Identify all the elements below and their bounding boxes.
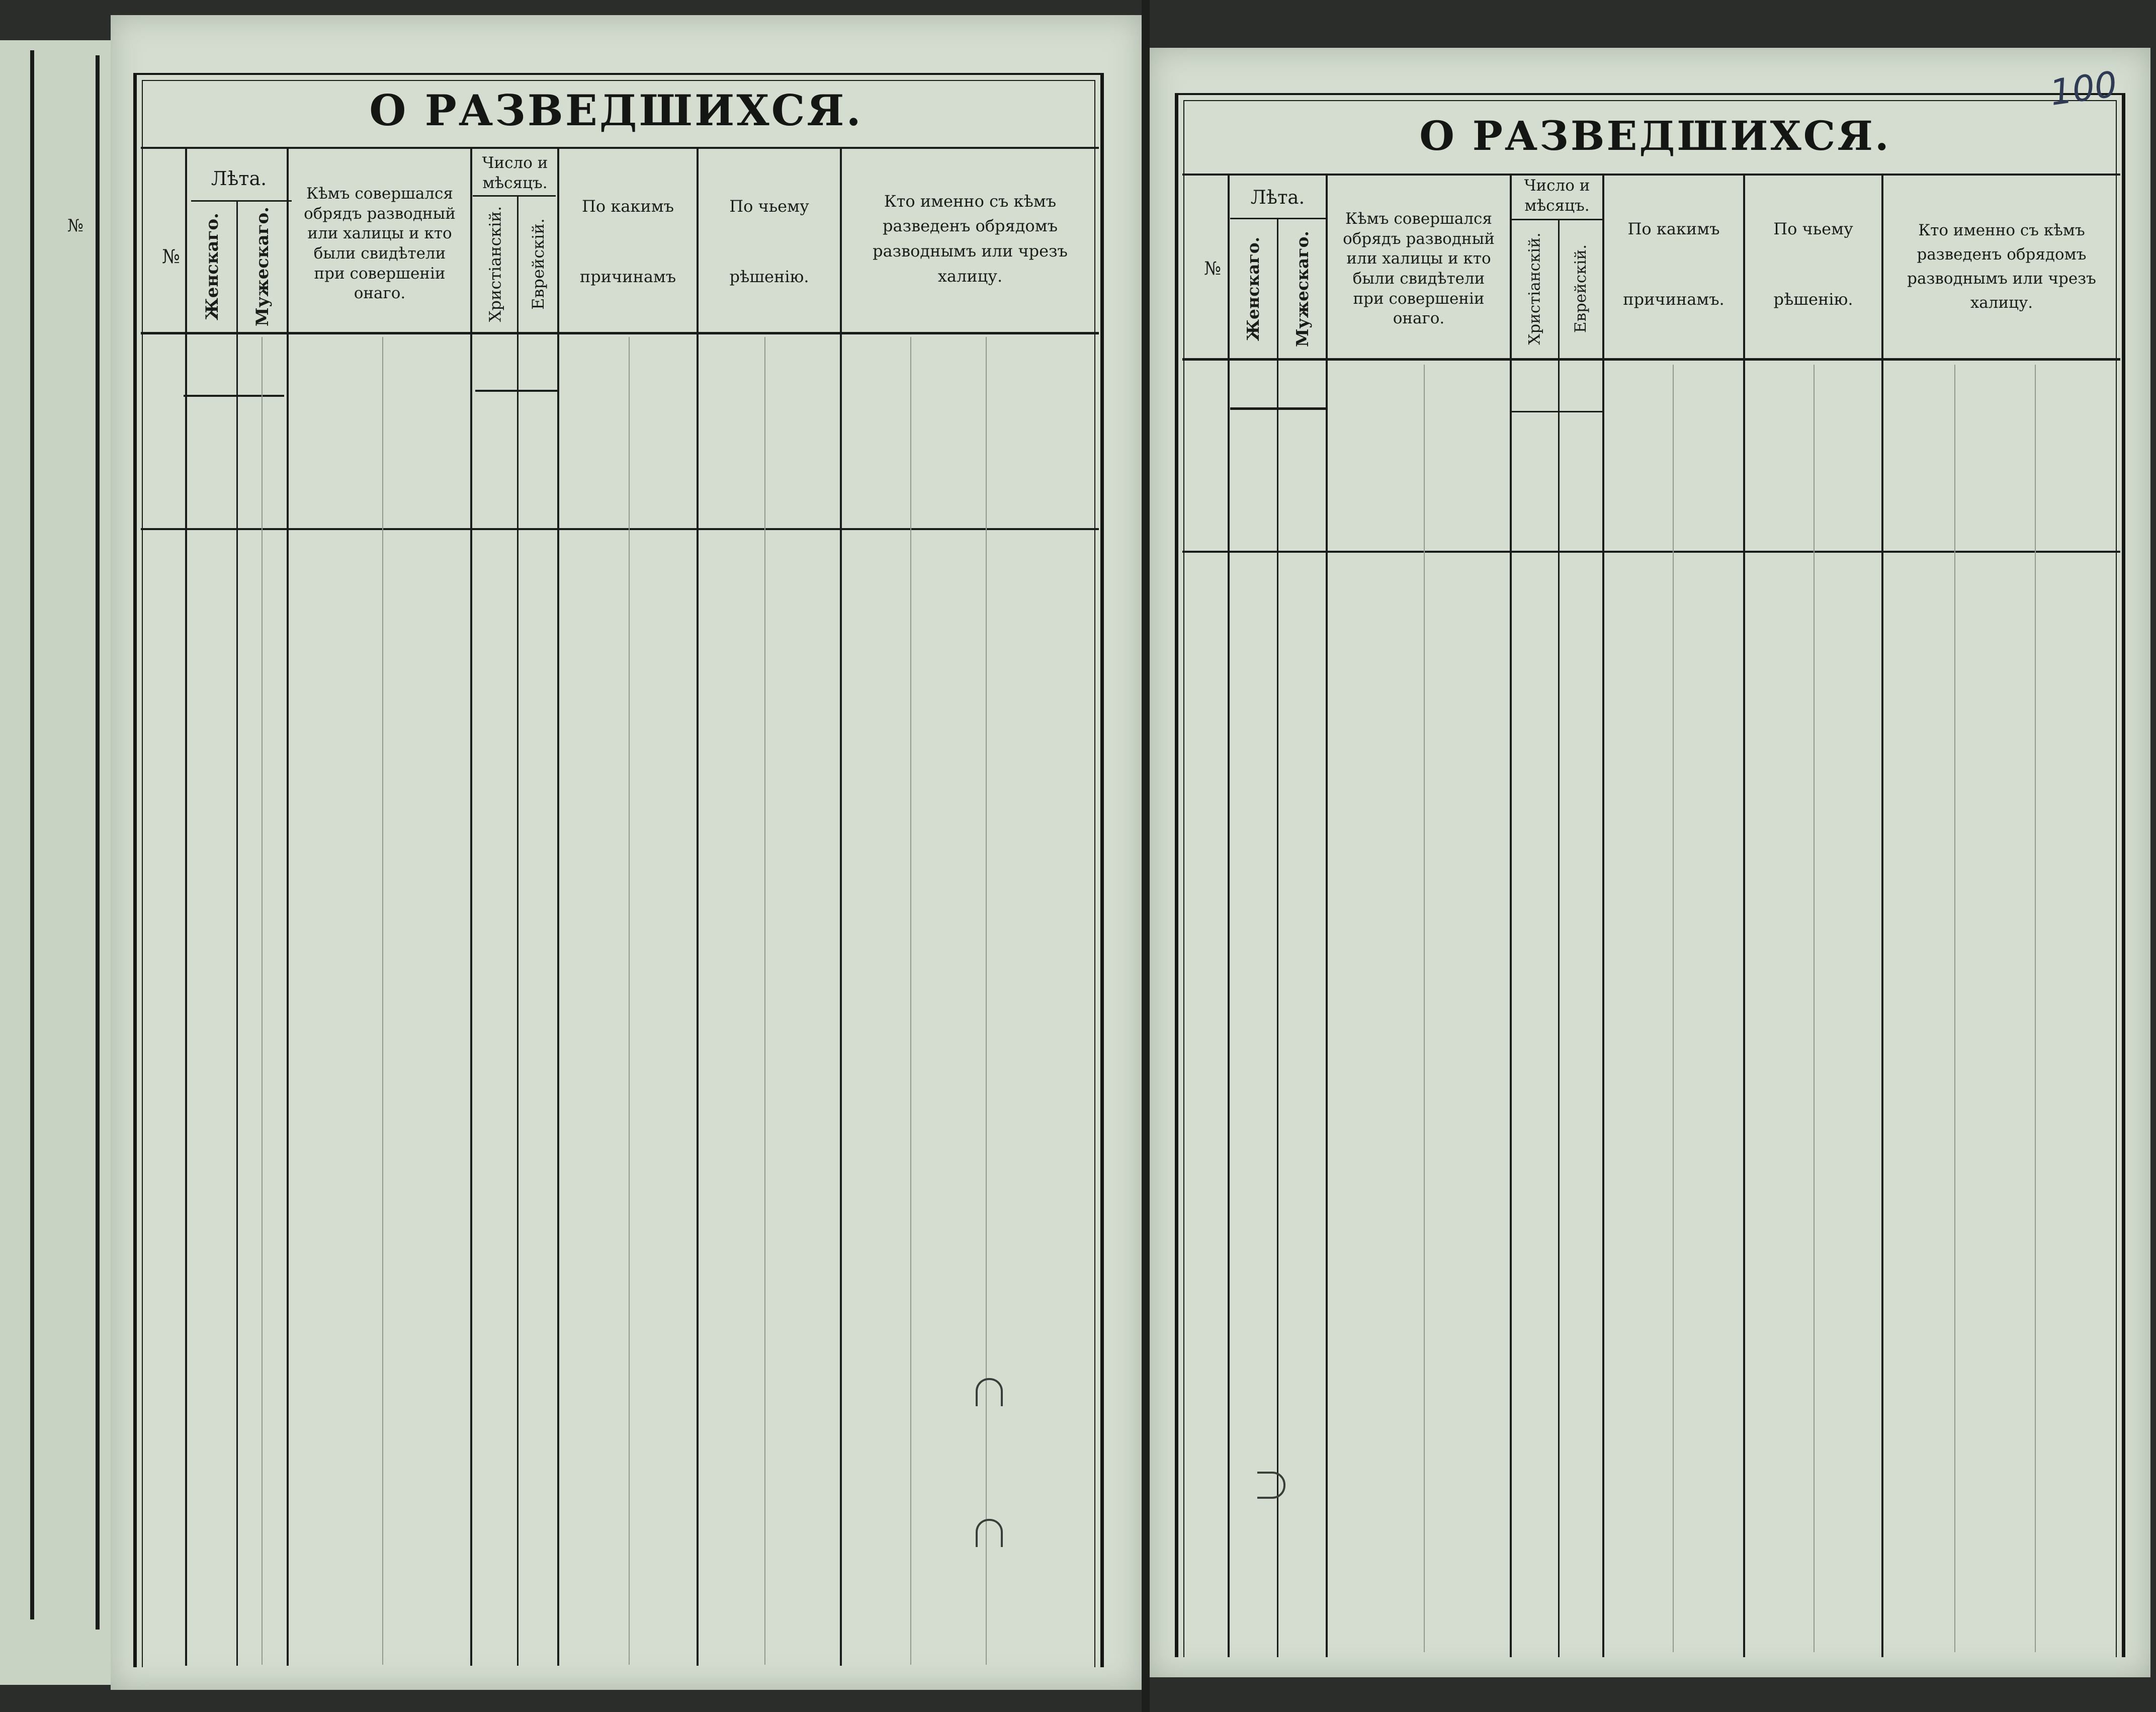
header-officiant: Кѣмъ совершался обрядъ разводный или халицы и кто были свидѣтели при совершеніи онаго. xyxy=(1343,209,1495,328)
header-female: Женскаго. xyxy=(1243,236,1263,341)
column-rule-years xyxy=(1326,174,1328,1657)
faint-ruling-line xyxy=(1424,365,1425,1652)
header-christian: Христіанскій. xyxy=(485,206,505,322)
header-bottom-rule xyxy=(141,332,1099,334)
left-page xyxy=(111,15,1142,1690)
faint-ruling-line xyxy=(986,337,987,1665)
entry-date-rule xyxy=(1512,411,1602,412)
header-number: № xyxy=(162,245,180,268)
faint-ruling-line xyxy=(262,337,263,1665)
column-rule-decision xyxy=(840,147,842,1666)
header-date: Число и мѣсяцъ. xyxy=(1524,177,1590,215)
column-rule-number xyxy=(1228,174,1230,1657)
header-bottom-rule xyxy=(1182,358,2120,361)
header-jewish: Еврейскій. xyxy=(528,218,548,310)
header-reasons-top: По какимъ xyxy=(1627,219,1720,238)
years-subheader-rule xyxy=(191,200,292,202)
book-spine xyxy=(1142,0,1150,1712)
column-rule-officiant xyxy=(470,147,472,1666)
header-male: Мужескаго. xyxy=(252,207,273,326)
column-rule-date xyxy=(1602,174,1604,1657)
title-rule xyxy=(141,147,1099,149)
entry-separator-rule xyxy=(1182,551,2120,553)
page-title: О РАЗВЕДШИХСЯ. xyxy=(369,85,863,135)
header-jewish: Еврейскій. xyxy=(1572,244,1590,333)
header-reasons-top: По какимъ xyxy=(582,196,674,216)
right-page xyxy=(1150,48,2150,1677)
column-rule-reasons xyxy=(1743,174,1745,1657)
column-rule-female xyxy=(236,200,238,1666)
header-who: Кто именно съ кѣмъ разведенъ обрядомъ разводнымъ или чрезъ халицу. xyxy=(873,191,1068,286)
column-rule-christian xyxy=(1558,219,1560,1657)
header-number: № xyxy=(1203,258,1222,279)
column-rule-years xyxy=(287,147,289,1666)
header-decision-top: По чьему xyxy=(729,196,809,216)
underlying-page-number-header: № xyxy=(67,216,84,236)
header-christian: Христіанскій. xyxy=(1526,232,1544,345)
page-number: 100 xyxy=(2047,63,2120,114)
faint-ruling-line xyxy=(2035,365,2036,1652)
header-officiant: Кѣмъ совершался обрядъ разводный или халицы и кто были свидѣтели при совершеніи онаго. xyxy=(304,184,456,303)
title-rule xyxy=(1182,174,2120,176)
faint-ruling-line xyxy=(910,337,911,1665)
underlying-page-rule xyxy=(96,55,100,1630)
binding-hole-mark xyxy=(976,1519,1003,1547)
header-date: Число и мѣсяцъ. xyxy=(482,154,548,192)
header-years: Лѣта. xyxy=(1250,186,1305,208)
header-decision-bottom: рѣшенію. xyxy=(729,267,809,286)
column-rule-christian xyxy=(517,195,519,1666)
column-rule-reasons xyxy=(697,147,699,1666)
header-reasons-bottom: причинамъ xyxy=(579,267,676,286)
column-rule-date xyxy=(557,147,559,1666)
entry-separator-rule xyxy=(141,528,1099,530)
binding-hole-mark xyxy=(1257,1472,1285,1499)
faint-ruling-line xyxy=(1814,365,1815,1652)
faint-ruling-line xyxy=(1673,365,1674,1652)
faint-ruling-line xyxy=(382,337,383,1665)
header-years: Лѣта. xyxy=(211,167,267,190)
page-title: О РАЗВЕДШИХСЯ. xyxy=(1419,112,1891,159)
column-rule-decision xyxy=(1881,174,1883,1657)
column-rule-female xyxy=(1277,218,1278,1657)
entry-years-rule xyxy=(184,395,284,397)
header-decision-top: По чьему xyxy=(1773,219,1853,238)
faint-ruling-line xyxy=(764,337,765,1665)
header-male: Мужескаго. xyxy=(1292,230,1312,347)
date-subheader-rule xyxy=(1512,219,1602,220)
faint-ruling-line xyxy=(629,337,630,1665)
underlying-page-rule xyxy=(30,50,34,1619)
binding-hole-mark xyxy=(976,1378,1003,1406)
faint-ruling-line xyxy=(1954,365,1955,1652)
header-female: Женскаго. xyxy=(202,213,222,320)
header-reasons-bottom: причинамъ. xyxy=(1623,289,1724,309)
header-who: Кто именно съ кѣмъ разведенъ обрядомъ разводнымъ или чрезъ халицу. xyxy=(1907,221,2096,312)
header-decision-bottom: рѣшенію. xyxy=(1773,289,1853,309)
column-rule-number xyxy=(185,147,187,1666)
column-rule-officiant xyxy=(1510,174,1512,1657)
